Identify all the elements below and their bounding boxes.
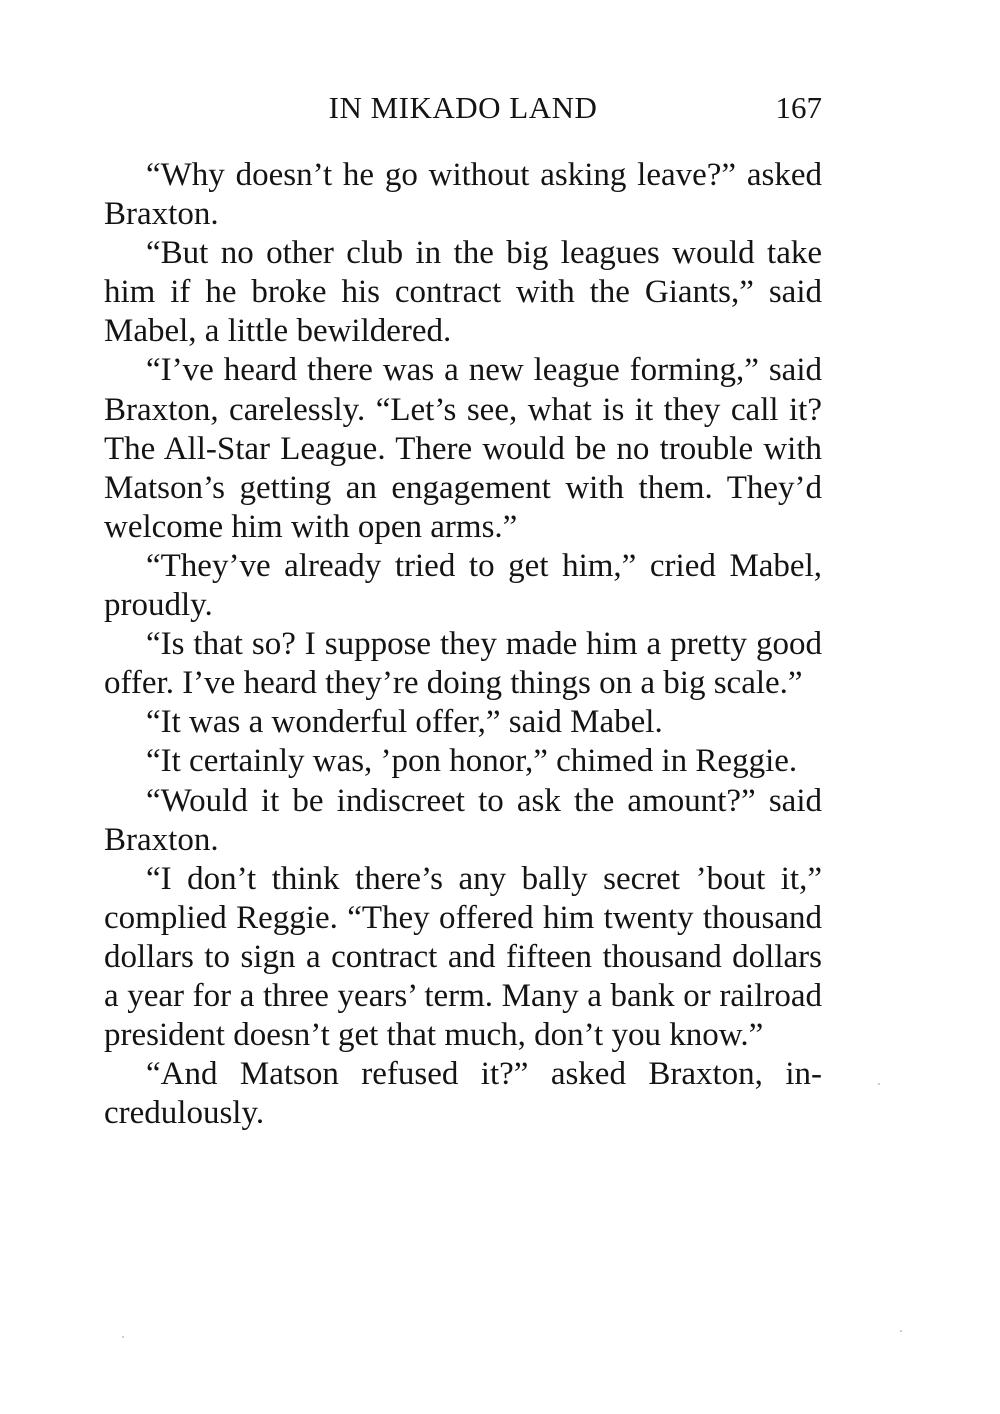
running-head — [104, 88, 822, 128]
paragraph: “Why doesn’t he go without asking leave?” asked Braxton. — [104, 157, 822, 233]
paragraph: “It certainly was, ’pon honor,” chimed in Reggie. — [146, 743, 798, 780]
paragraph: “And Matson refused it?” asked Braxton, incredulously. — [104, 1056, 822, 1132]
paragraph: “Would it be indiscreet to ask the amount?” said Braxton. — [104, 782, 822, 858]
page-number: 167 — [775, 90, 822, 125]
print-speck — [122, 1336, 124, 1338]
paragraph: “Is that so? I suppose they made him a pretty good offer. I’ve heard they’re doing things on a big scale.” — [104, 626, 822, 702]
paragraph: “It was a wonderful offer,” said Mabel. — [146, 704, 663, 741]
paragraph: “They’ve already tried to get him,” cried Mabel, proudly. — [104, 547, 822, 624]
paragraph: “But no other club in the big leagues would take him if he broke his contract with the Giants,” said Mabel, a little bewildered. — [104, 235, 822, 350]
running-title: IN MIKADO LAND — [328, 90, 598, 125]
paragraph: “I’ve heard there was a new league forming,” said Braxton, carelessly. “Let’s see, what is it they call it? The All-Star League. There would be no trouble with Matson’s getting an engagement with them. They’d welcome him with open arms.” — [104, 352, 822, 545]
print-speck — [900, 1330, 902, 1332]
print-speck — [878, 1083, 880, 1085]
body-text — [104, 156, 822, 1133]
paragraph: “I don’t think there’s any bally secret ’bout it,” complied Reggie. “They offered him twenty thousand dollars to sign a contract and fifteen thousand dollars a year for a three years’ term. Many a bank or railroad president doesn’t get that much, don’t you know.” — [104, 860, 822, 1054]
